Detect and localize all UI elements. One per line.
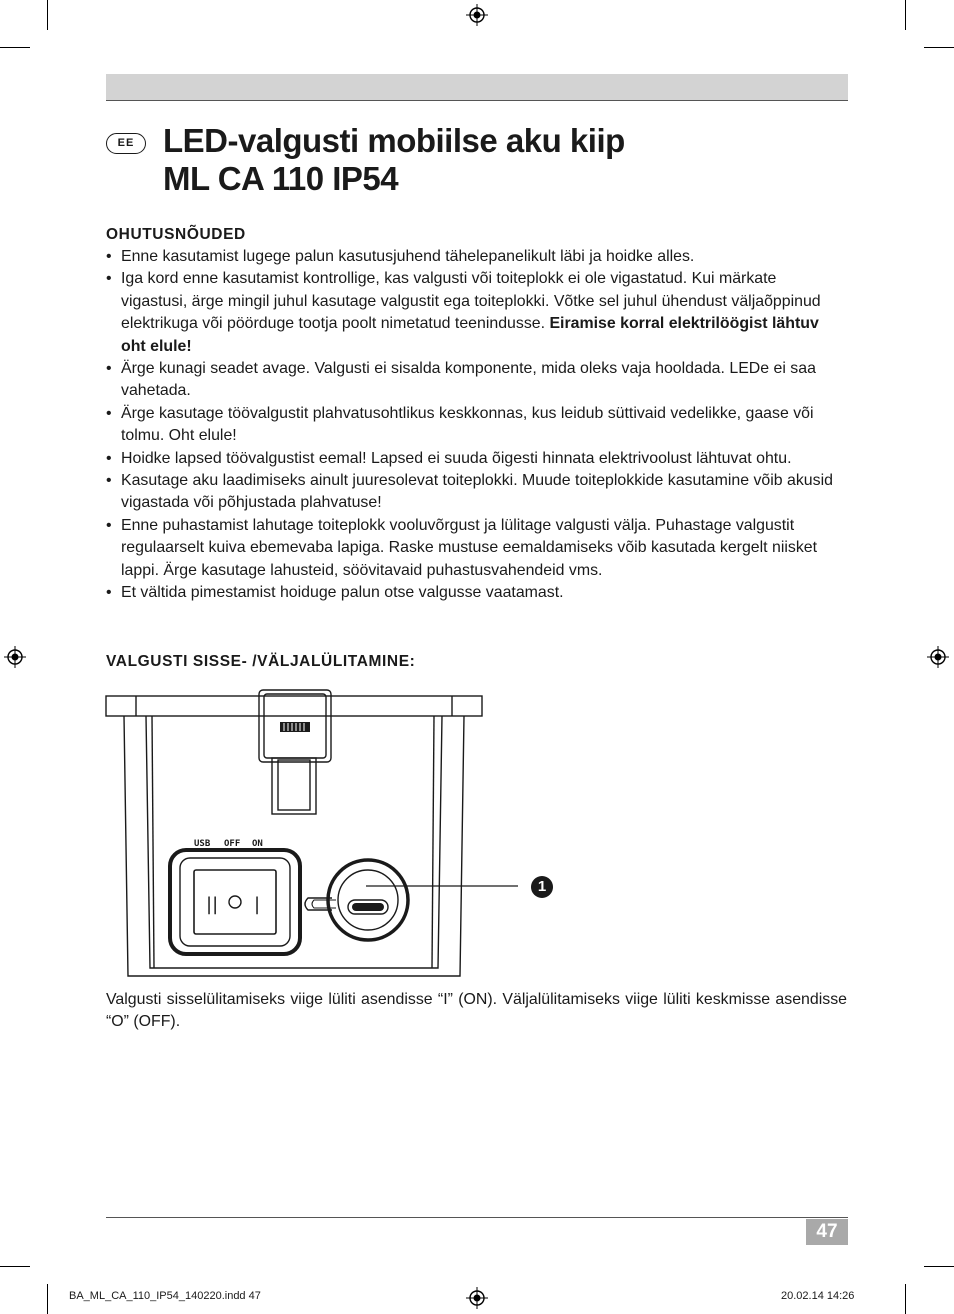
list-item: • Ärge kunagi seadet avage. Valgusti ei sisalda komponente, mida oleks vaja hooldada. LEDe ei saa vahetada. xyxy=(106,360,816,400)
callout-number: 1 xyxy=(531,876,553,898)
switch-mark-o xyxy=(229,896,241,908)
crop-mark xyxy=(905,1284,906,1314)
label-usb: USB xyxy=(194,839,211,849)
title-line-1: LED-valgusti mobiilse aku kiip xyxy=(163,122,625,159)
list-item: • Et vältida pimestamist hoiduge palun otse valgusse vaatamast. xyxy=(106,584,564,602)
page-title xyxy=(163,122,625,198)
list-item: • Enne kasutamist lugege palun kasutusjuhend tähelepanelikult läbi ja hoidke alles. xyxy=(106,248,695,265)
registration-mark-icon xyxy=(927,646,949,668)
list-item: • Ärge kasutage töövalgustit plahvatusohtlikus keskkonnas, kus leidub süttivaid vedelikke, gaase või tolmu. Oht elule! xyxy=(106,404,814,445)
safety-heading: OHUTUSNÕUDED xyxy=(106,226,246,243)
list-item: • Iga kord enne kasutamist kontrollige, kas valgusti või toiteplokk ei ole vigastatud. Kui märkate vigastusi, ärge mingil juhul kasutage valgustit ega toiteplokki. Võtke sel juhul ühendust väljaõppinud elektrikuga või pöörduge tootja poolt nimetatud teenindusse. Eiramise korral elektrilöögist lähtuv oht elule! xyxy=(106,270,821,355)
registration-mark-icon xyxy=(466,1287,488,1309)
header-bar xyxy=(106,74,848,101)
crop-mark xyxy=(47,1284,48,1314)
title-line-2: ML CA 110 IP54 xyxy=(163,160,399,197)
list-item: • Enne puhastamist lahutage toiteplokk vooluvõrgust ja lülitage valgusti välja. Puhastage valgustit regulaarselt kuiva ebemevaba lapiga. Raske mustuse eemaldamiseks võib kasutada kergelt niisket lappi. Ärge kasutage lahusteid, söövitavaid puhastusvahendeid vms. xyxy=(106,516,818,579)
device-illustration xyxy=(104,688,534,984)
crop-mark xyxy=(905,0,906,30)
footer-filename: BA_ML_CA_110_IP54_140220.indd 47 xyxy=(69,1290,261,1302)
crop-mark xyxy=(47,0,48,30)
label-on: ON xyxy=(252,839,263,849)
footer-rule xyxy=(106,1217,848,1218)
language-badge: EE xyxy=(106,133,146,154)
switching-heading: VALGUSTI SISSE- /VÄLJALÜLITAMINE: xyxy=(106,653,416,670)
registration-mark-icon xyxy=(4,646,26,668)
switching-paragraph: Valgusti sisselülitamiseks viige lüliti asendisse “I” (ON). Väljalülitamiseks viige lüliti keskmisse asendisse “O” (OFF). xyxy=(106,991,847,1031)
list-item: • Hoidke lapsed töövalgustist eemal! Lapsed ei suuda õigesti hinnata elektrivoolust lähtuvat ohtu. xyxy=(106,449,792,467)
crop-mark xyxy=(924,47,954,48)
page-number: 47 xyxy=(806,1219,848,1245)
switch-mark-right: | xyxy=(254,894,261,915)
footer-datetime: 20.02.14 14:26 xyxy=(781,1290,855,1302)
switch-mark-left: || xyxy=(206,894,219,915)
label-off: OFF xyxy=(224,839,241,849)
registration-mark-icon xyxy=(466,4,488,26)
safety-list xyxy=(106,246,846,605)
crop-mark xyxy=(0,47,30,48)
list-item: • Kasutage aku laadimiseks ainult juuresolevat toiteplokki. Muude toiteplokkide kasutamine võib akusid vigastada või põhjustada plahvatuse! xyxy=(106,472,833,512)
crop-mark xyxy=(0,1266,30,1267)
crop-mark xyxy=(924,1266,954,1267)
